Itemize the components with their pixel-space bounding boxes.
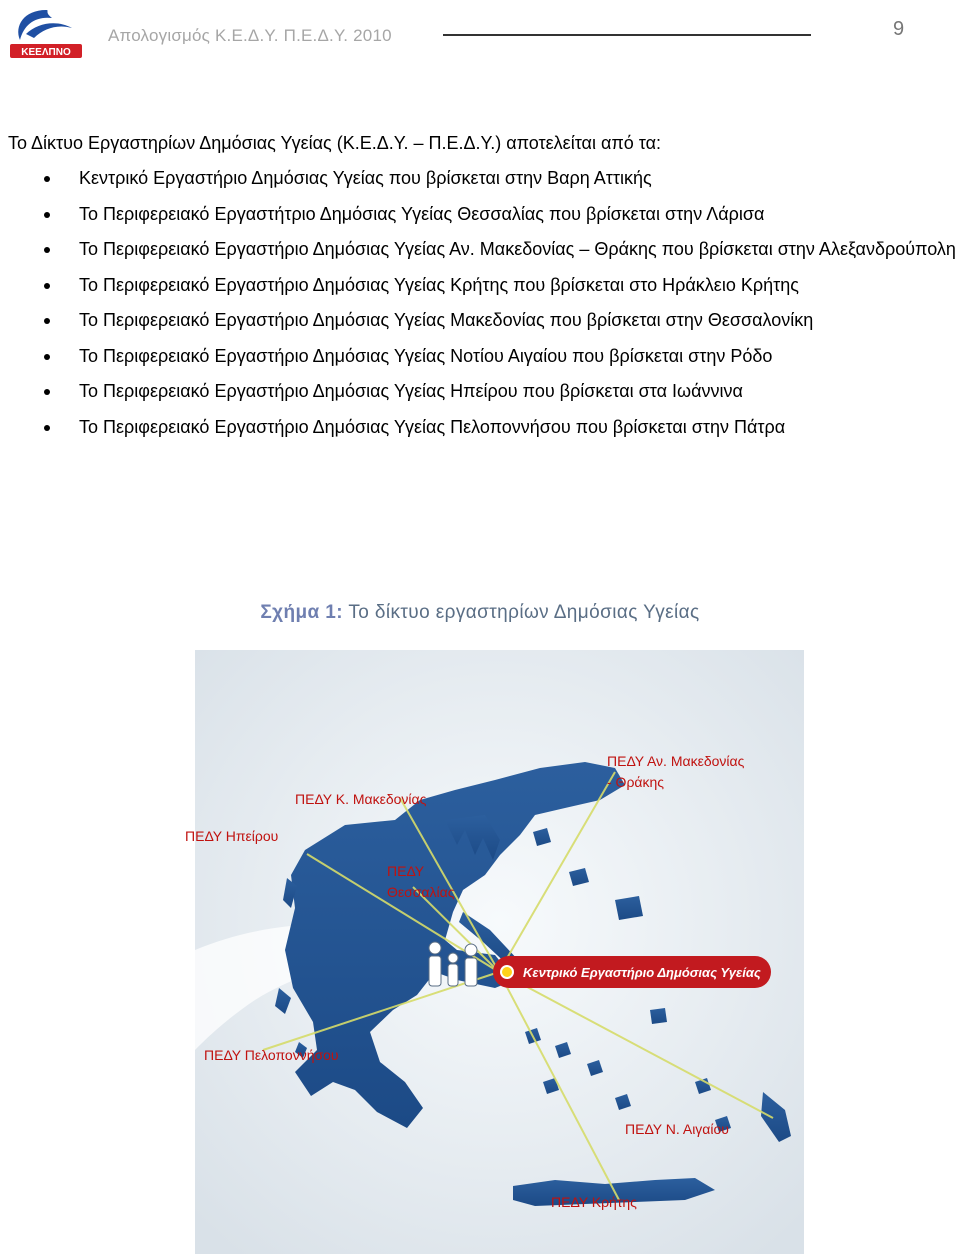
list-item: Το Περιφερειακό Εργαστήριο Δημόσιας Υγείας Κρήτης που βρίσκεται στο Ηράκλειο Κρήτης (0, 268, 959, 304)
samos-island (650, 1008, 667, 1024)
central-lab-marker (501, 966, 513, 978)
laboratory-list (0, 161, 960, 445)
figure-caption-text: Το δίκτυο εργαστηρίων Δημόσιας Υγείας (348, 602, 700, 623)
label-kriti: ΠΕΔΥ Κρήτης (551, 1194, 637, 1210)
intro-paragraph: Το Δίκτυο Εργαστηρίων Δημόσιας Υγείας (Κ.Ε.Δ.Υ. – Π.Ε.Δ.Υ.) αποτελείται από τα: (8, 133, 662, 153)
label-k-makedonia: ΠΕΔΥ Κ. Μακεδονίας (295, 791, 427, 807)
network-map (185, 650, 804, 1254)
central-lab-label: Κεντρικό Εργαστήριο Δημόσιας Υγείας (523, 965, 761, 980)
page-header (0, 0, 960, 70)
list-item: Το Περιφερειακό Εργαστήριο Δημόσιας Υγείας Μακεδονίας που βρίσκεται στην Θεσσαλονίκη (0, 303, 959, 339)
running-header-title: Απολογισμός Κ.Ε.Δ.Υ. Π.Ε.Δ.Υ. 2010 (108, 26, 392, 45)
list-item: Το Περιφερειακό Εργαστήριο Δημόσιας Υγείας Πελοποννήσου που βρίσκεται στην Πάτρα (0, 410, 959, 446)
list-item: Το Περιφερειακό Εργαστήριο Δημόσιας Υγείας Αν. Μακεδονίας – Θράκης που βρίσκεται στην Αλεξανδρούπολη (0, 232, 957, 268)
label-an-makedonia-thrakis: - Θράκης (607, 774, 665, 790)
label-peloponnisos: ΠΕΔΥ Πελοποννήσου (204, 1047, 339, 1063)
label-thessalia: ΠΕΔΥ (387, 863, 425, 879)
label-ipeiros: ΠΕΔΥ Ηπείρου (185, 828, 279, 844)
list-item: Κεντρικό Εργαστήριο Δημόσιας Υγείας που βρίσκεται στην Βαρη Αττικής (0, 161, 959, 197)
page-number: 9 (893, 18, 905, 40)
list-item: Το Περιφερειακό Εργαστήτριο Δημόσιας Υγείας Θεσσαλίας που βρίσκεται στην Λάρισα (0, 197, 959, 233)
list-item: Το Περιφερειακό Εργαστήριο Δημόσιας Υγείας Ηπείρου που βρίσκεται στα Ιωάννινα (0, 374, 959, 410)
figure-caption (0, 602, 960, 624)
lesvos-island (615, 896, 643, 920)
figure-caption-label: Σχήμα 1: (260, 602, 343, 623)
keelpno-logo (6, 4, 86, 64)
header-rule (443, 34, 811, 36)
label-thessalia-name: Θεσσαλίας (387, 884, 455, 900)
list-item: Το Περιφερειακό Εργαστήριο Δημόσιας Υγείας Νοτίου Αιγαίου που βρίσκεται στην Ρόδο (0, 339, 959, 375)
label-n-aigaio: ΠΕΔΥ Ν. Αιγαίου (625, 1121, 729, 1137)
label-an-makedonia: ΠΕΔΥ Αν. Μακεδονίας (607, 753, 745, 769)
logo-text: ΚΕΕΛΠΝΟ (21, 47, 71, 58)
greece-map-graphic (195, 650, 804, 1254)
